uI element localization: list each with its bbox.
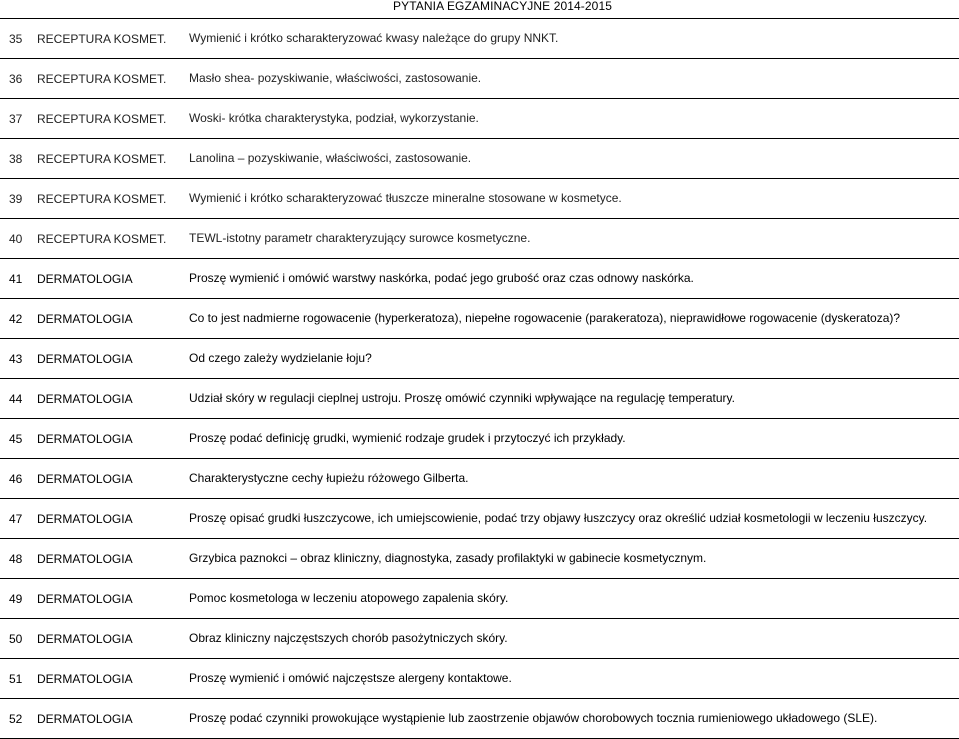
question-subject: RECEPTURA KOSMET. [37, 219, 189, 259]
table-row [0, 459, 959, 499]
table-row [0, 419, 959, 459]
question-text: Proszę podać definicję grudki, wymienić rodzaje grudek i przytoczyć ich przykłady. [189, 419, 959, 459]
table-row [0, 299, 959, 339]
question-subject: DERMATOLOGIA [37, 619, 189, 659]
question-text: Woski- krótka charakterystyka, podział, wykorzystanie. [189, 99, 959, 139]
question-number: 45 [0, 419, 37, 459]
question-subject: DERMATOLOGIA [37, 379, 189, 419]
table-row [0, 619, 959, 659]
table-row [0, 179, 959, 219]
question-number: 38 [0, 139, 37, 179]
question-number: 40 [0, 219, 37, 259]
question-number: 48 [0, 539, 37, 579]
question-text: Masło shea- pozyskiwanie, właściwości, zastosowanie. [189, 59, 959, 99]
table-row [0, 699, 959, 739]
question-text: Wymienić i krótko scharakteryzować kwasy należące do grupy NNKT. [189, 19, 959, 59]
question-text: Lanolina – pozyskiwanie, właściwości, zastosowanie. [189, 139, 959, 179]
question-number: 41 [0, 259, 37, 299]
question-subject: RECEPTURA KOSMET. [37, 99, 189, 139]
question-text: Proszę podać czynniki prowokujące wystąpienie lub zaostrzenie objawów chorobowych tocznia rumieniowego układowego (SLE). [189, 699, 959, 739]
question-text: Udział skóry w regulacji cieplnej ustroju. Proszę omówić czynniki wpływające na regulację temperatury. [189, 379, 959, 419]
page-header [0, 0, 959, 18]
question-text: Proszę wymienić i omówić warstwy naskórka, podać jego grubość oraz czas odnowy naskórka. [189, 259, 959, 299]
question-number: 39 [0, 179, 37, 219]
question-text: Charakterystyczne cechy łupieżu różowego Gilberta. [189, 459, 959, 499]
question-number: 37 [0, 99, 37, 139]
table-row [0, 19, 959, 59]
table-row [0, 219, 959, 259]
question-text: Grzybica paznokci – obraz kliniczny, diagnostyka, zasady profilaktyki w gabinecie kosmetycznym. [189, 539, 959, 579]
question-text: Proszę opisać grudki łuszczycowe, ich umiejscowienie, podać trzy objawy łuszczycy oraz określić udział kosmetologii w leczeniu łuszczycy. [189, 499, 959, 539]
question-text: Proszę wymienić i omówić najczęstsze alergeny kontaktowe. [189, 659, 959, 699]
table-row [0, 579, 959, 619]
table-row [0, 339, 959, 379]
question-subject: RECEPTURA KOSMET. [37, 19, 189, 59]
question-number: 49 [0, 579, 37, 619]
question-text: Obraz kliniczny najczęstszych chorób pasożytniczych skóry. [189, 619, 959, 659]
question-number: 47 [0, 499, 37, 539]
question-number: 42 [0, 299, 37, 339]
question-number: 43 [0, 339, 37, 379]
question-subject: DERMATOLOGIA [37, 259, 189, 299]
question-subject: DERMATOLOGIA [37, 339, 189, 379]
question-text: Od czego zależy wydzielanie łoju? [189, 339, 959, 379]
page-title: PYTANIA EGZAMINACYJNE 2014-2015 [393, 0, 612, 13]
question-subject: DERMATOLOGIA [37, 299, 189, 339]
question-subject: DERMATOLOGIA [37, 579, 189, 619]
question-number: 35 [0, 19, 37, 59]
question-text: Wymienić i krótko scharakteryzować tłuszcze mineralne stosowane w kosmetyce. [189, 179, 959, 219]
table-row [0, 659, 959, 699]
question-number: 44 [0, 379, 37, 419]
question-text: TEWL-istotny parametr charakteryzujący surowce kosmetyczne. [189, 219, 959, 259]
question-subject: RECEPTURA KOSMET. [37, 179, 189, 219]
question-text: Co to jest nadmierne rogowacenie (hyperkeratoza), niepełne rogowacenie (parakeratoza), nieprawidłowe rogowacenie (dyskeratoza)? [189, 299, 959, 339]
question-subject: DERMATOLOGIA [37, 499, 189, 539]
table-row [0, 379, 959, 419]
question-number: 52 [0, 699, 37, 739]
table-row [0, 539, 959, 579]
questions-table-body [0, 19, 959, 739]
question-subject: DERMATOLOGIA [37, 459, 189, 499]
question-text: Pomoc kosmetologa w leczeniu atopowego zapalenia skóry. [189, 579, 959, 619]
table-row [0, 99, 959, 139]
table-row [0, 259, 959, 299]
question-subject: DERMATOLOGIA [37, 419, 189, 459]
question-number: 36 [0, 59, 37, 99]
question-number: 50 [0, 619, 37, 659]
table-row [0, 139, 959, 179]
table-row [0, 59, 959, 99]
questions-table [0, 18, 959, 739]
question-subject: DERMATOLOGIA [37, 539, 189, 579]
question-subject: DERMATOLOGIA [37, 699, 189, 739]
question-subject: DERMATOLOGIA [37, 659, 189, 699]
question-number: 51 [0, 659, 37, 699]
question-number: 46 [0, 459, 37, 499]
table-row [0, 499, 959, 539]
question-subject: RECEPTURA KOSMET. [37, 139, 189, 179]
question-subject: RECEPTURA KOSMET. [37, 59, 189, 99]
